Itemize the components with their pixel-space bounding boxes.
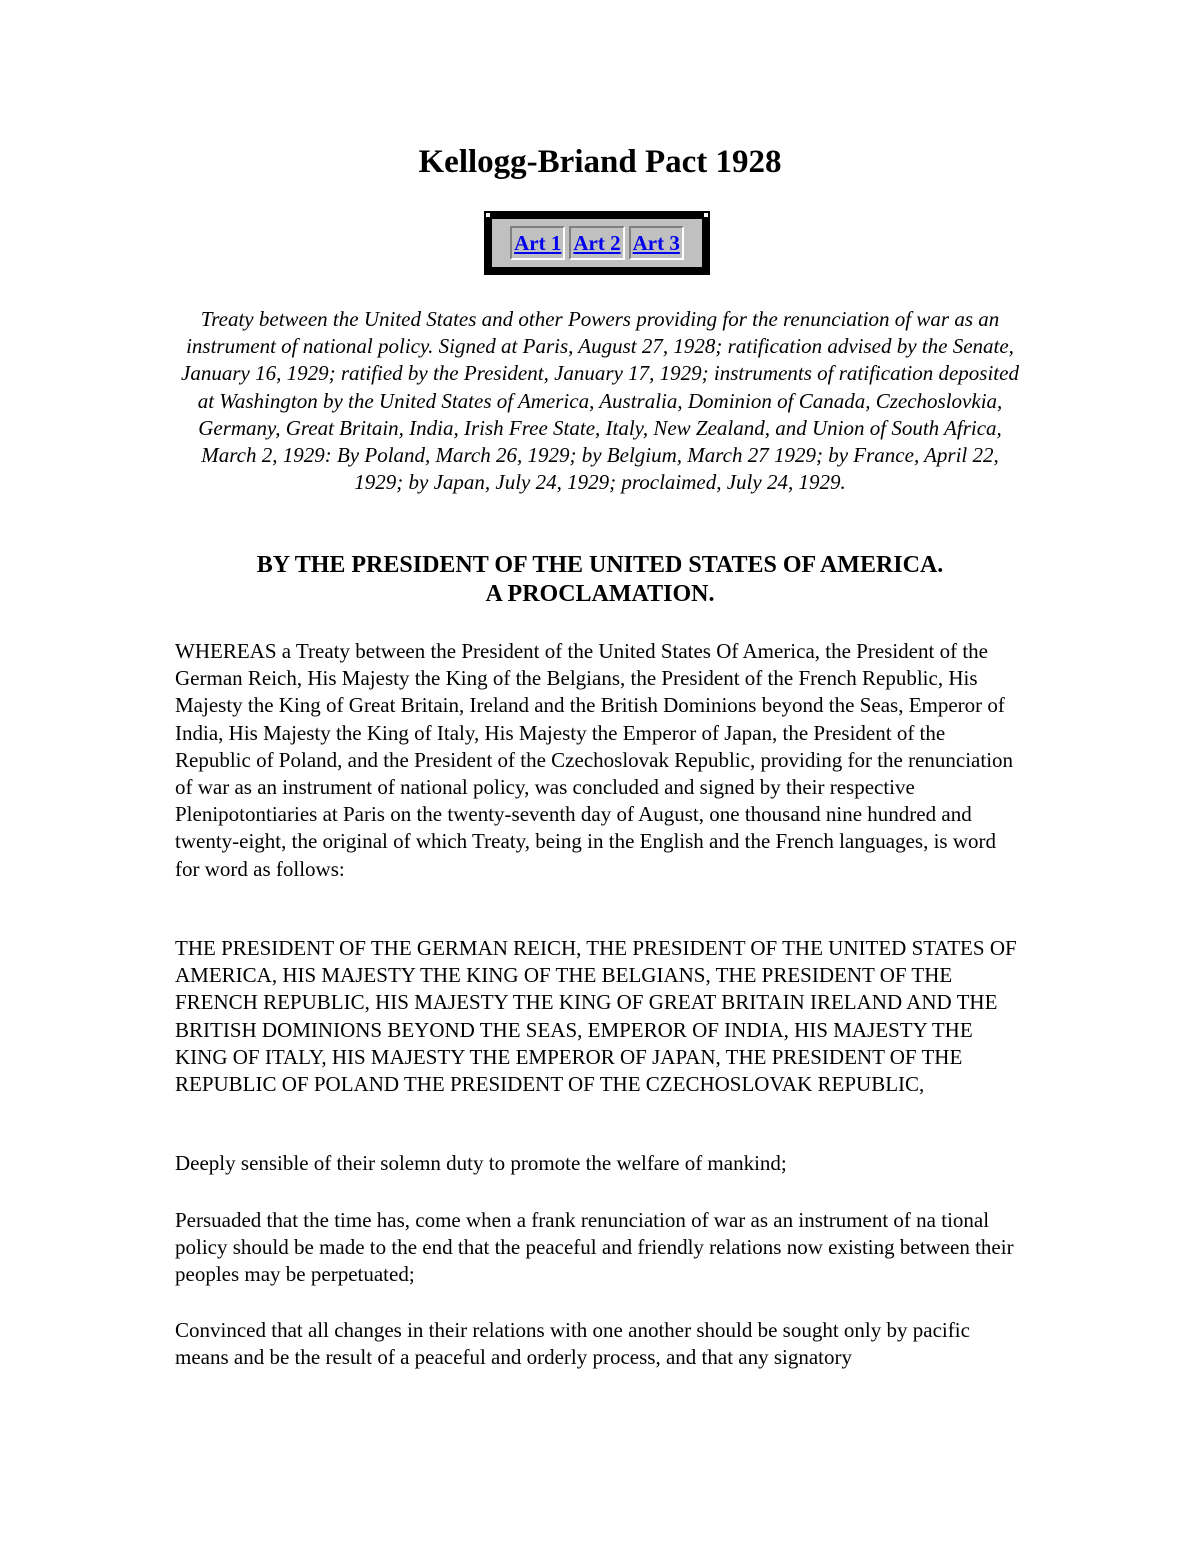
nav-link-art2[interactable]: Art 2 — [573, 231, 621, 255]
nav-link-art3[interactable]: Art 3 — [632, 231, 680, 255]
article-nav-table — [484, 211, 710, 275]
article-nav-inner — [492, 219, 702, 267]
paragraph-persuaded: Persuaded that the time has, come when a frank renunciation of war as an instrument of na tional policy should be made to the end that the peaceful and friendly relations now existing between their peoples may be perpetuated; — [175, 1208, 1014, 1287]
proclamation-line-2: A PROCLAMATION. — [485, 581, 715, 607]
paragraph-signatories: THE PRESIDENT OF THE GERMAN REICH, THE PRESIDENT OF THE UNITED STATES OF AMERICA, HIS MAJESTY THE KING OF THE BELGIANS, THE PRESIDENT OF THE FRENCH REPUBLIC, HIS MAJESTY THE KING OF GREAT BRITAIN IRELAND AND THE BRITISH DOMINIONS BEYOND THE SEAS, EMPEROR OF INDIA, HIS MAJESTY THE KING OF ITALY, HIS MAJESTY THE EMPEROR OF JAPAN, THE PRESIDENT OF THE REPUBLIC OF POLAND THE PRESIDENT OF THE CZECHOSLOVAK REPUBLIC, — [175, 936, 1017, 1097]
paragraph-whereas: WHEREAS a Treaty between the President of the United States Of America, the President of the German Reich, His Majesty the King of the Belgians, the President of the French Republic, His Majesty the King of Great Britain, Ireland and the British Dominions beyond the Seas, Emperor of India, His Majesty the King of Italy, His Majesty the Emperor of Japan, the President of the Republic of Poland, and the President of the Czechoslovak Republic, providing for the renunciation of war as an instrument of national policy, was concluded and signed by their respective Plenipotontiaries at Paris on the twenty-seventh day of August, one thousand nine hundred and twenty-eight, the original of which Treaty, being in the English and the French languages, is word for word as follows: — [175, 639, 1014, 881]
nav-cell-art1 — [510, 226, 565, 260]
paragraph-deeply-sensible: Deeply sensible of their solemn duty to promote the welfare of mankind; — [175, 1151, 787, 1175]
nav-cell-art3 — [629, 226, 684, 260]
paragraph-convinced: Convinced that all changes in their relations with one another should be sought only by pacific means and be the result of a peaceful and orderly process, and that any signatory — [175, 1318, 970, 1370]
page-title: Kellogg-Briand Pact 1928 — [418, 144, 782, 180]
proclamation-heading — [175, 551, 1025, 609]
nav-corner-dot — [486, 213, 490, 217]
nav-corner-dot — [704, 213, 708, 217]
nav-cell-art2 — [569, 226, 624, 260]
treaty-intro: Treaty between the United States and other Powers providing for the renunciation of war as an instrument of national policy. Signed at Paris, August 27, 1928; ratification advised by the Senate, January 16, 1929; ratified by the President, January 17, 1929; instruments of ratification deposited at Washington by the United States of America, Australia, Dominion of Canada, Czechoslovkia, Germany, Great Britain, India, Irish Free State, Italy, New Zealand, and Union of South Africa, March 2, 1929: By Poland, March 26, 1929; by Belgium, March 27 1929; by France, April 22, 1929; by Japan, July 24, 1929; proclaimed, July 24, 1929. — [181, 307, 1019, 495]
proclamation-line-1: BY THE PRESIDENT OF THE UNITED STATES OF AMERICA. — [256, 552, 944, 578]
nav-link-art1[interactable]: Art 1 — [514, 231, 562, 255]
